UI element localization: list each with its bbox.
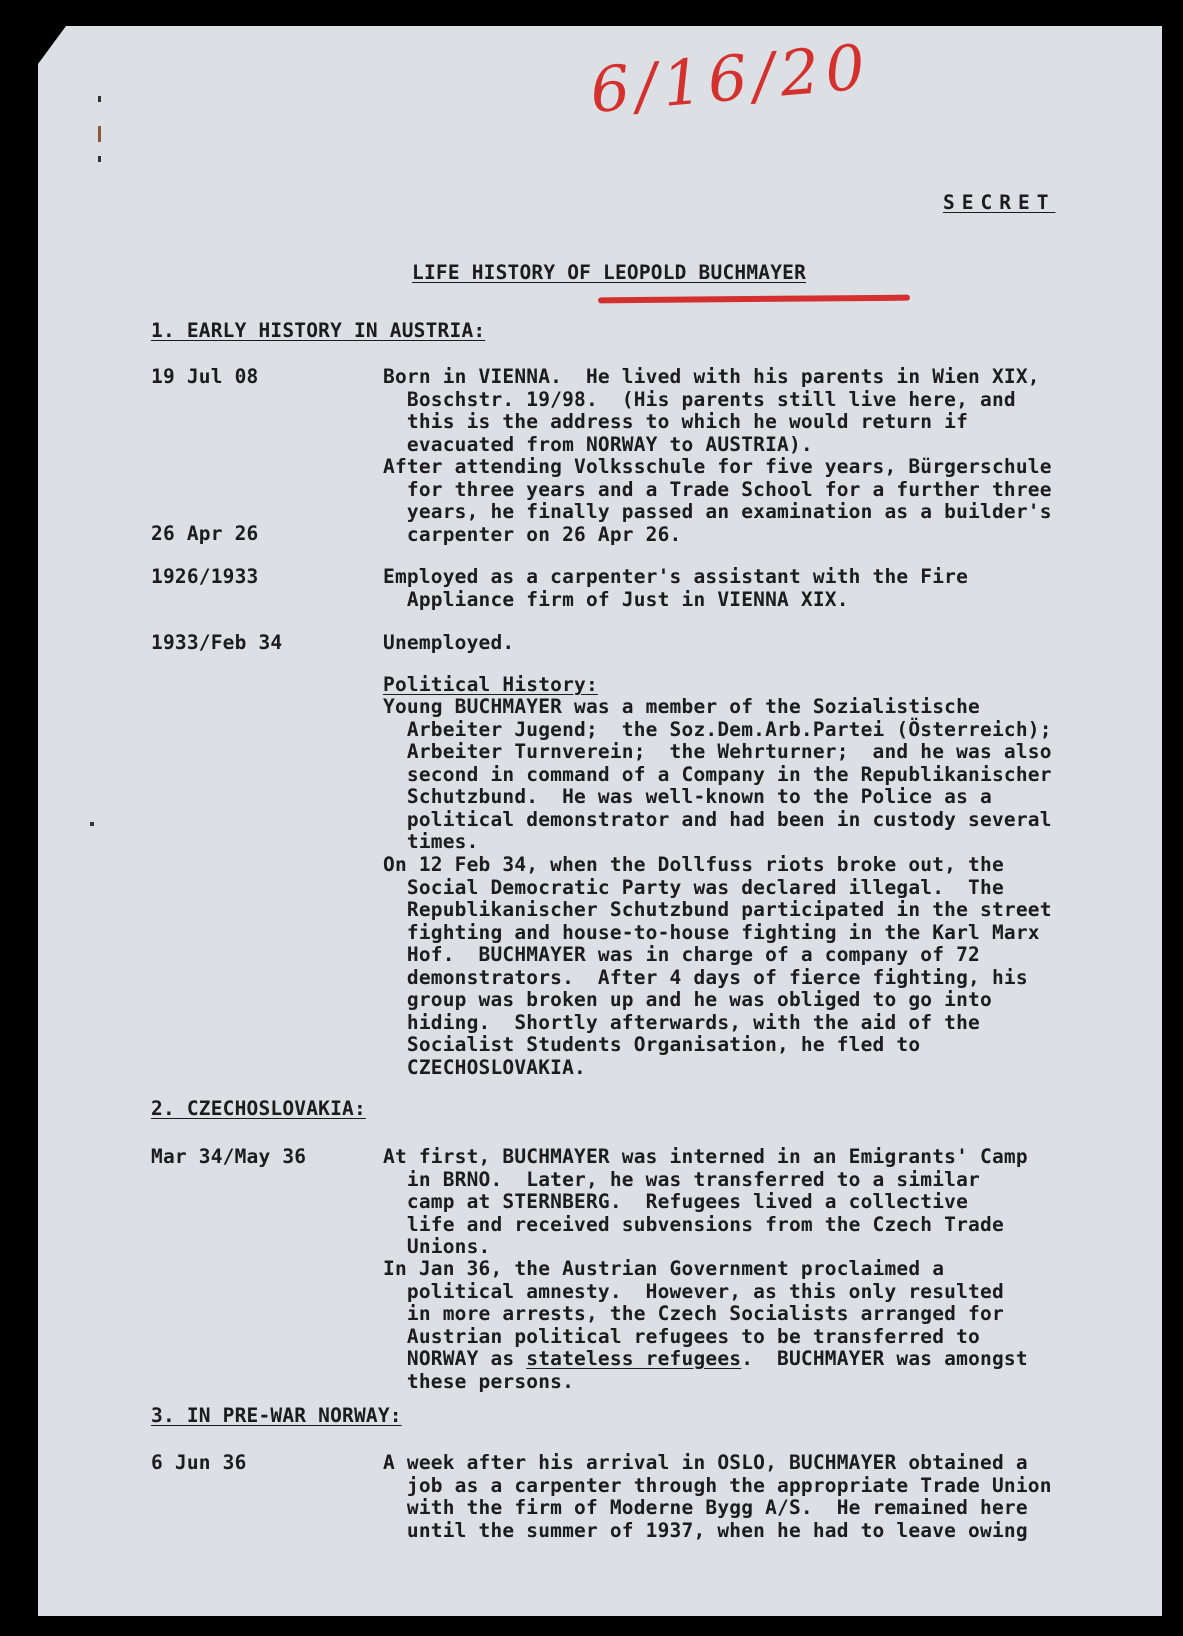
document-title: LIFE HISTORY OF LEOPOLD BUCHMAYER	[412, 261, 807, 284]
entry-text: Young BUCHMAYER was a member of the Sozialistische Arbeiter Jugend; the Soz.Dem.Arb.Partei (Österreich); Arbeiter Turnverein; the Wehrturner; and he was also second in command of a Company in the Republikanischer Schutzbund. He was well-known to the Police as a political demonstrator and had been in custody several times.	[383, 695, 1052, 853]
entry-text: On 12 Feb 34, when the Dollfuss riots broke out, the Social Democratic Party was declared illegal. The Republikanischer Schutzbund participated in the street fighting and house-to-house fighting in the Karl Marx Hof. BUCHMAYER was in charge of a company of 72 demonstrators. After 4 days of fierce fighting, his group was broken up and he was obliged to go into hiding. Shortly afterwards, with the aid of the Socialist Students Organisation, he fled to CZECHOSLOVAKIA.	[383, 853, 1052, 1079]
section-heading-3: 3. IN PRE-WAR NORWAY:	[151, 1404, 402, 1427]
entry-text: After attending Volksschule for five years, Bürgerschule for three years and a Trade School for a further three years, he finally passed an examination as a builder's carpenter on 26 Apr 26.	[383, 455, 1052, 546]
entry-date: Mar 34/May 36	[151, 1145, 307, 1168]
margin-mark	[98, 156, 101, 162]
classification-label: SECRET	[943, 191, 1056, 214]
entry-text: At first, BUCHMAYER was interned in an Emigrants' Camp in BRNO. Later, he was transferred to a similar camp at STERNBERG. Refugees lived a collective life and received subvensions from the Czech Trade Unions.	[383, 1145, 1028, 1258]
section-heading-1: 1. EARLY HISTORY IN AUSTRIA:	[151, 319, 486, 342]
entry-text: A week after his arrival in OSLO, BUCHMAYER obtained a job as a carpenter through the appropriate Trade Union with the firm of Moderne Bygg A/S. He remained here until the summer of 1937, when he had to leave owing	[383, 1451, 1052, 1542]
entry-date: 6 Jun 36	[151, 1451, 247, 1474]
entry-date: 26 Apr 26	[151, 522, 259, 545]
entry-date: 1933/Feb 34	[151, 631, 283, 654]
entry-text: Unemployed.	[383, 631, 515, 654]
entry-text	[383, 1258, 1028, 1393]
entry-date: 19 Jul 08	[151, 365, 259, 388]
margin-mark	[98, 96, 101, 102]
section-heading-2: 2. CZECHOSLOVAKIA:	[151, 1097, 366, 1120]
entry-date: 1926/1933	[151, 565, 259, 588]
entry-text: Born in VIENNA. He lived with his parents in Wien XIX, Boschstr. 19/98. (His parents still live here, and this is the address to which he would return if evacuated from NORWAY to AUSTRIA).	[383, 365, 1040, 456]
handwritten-date: 6/16/20	[587, 29, 874, 128]
underlined-phrase: stateless refugees	[526, 1347, 742, 1370]
margin-mark	[90, 822, 94, 826]
entry-text-part: . BUCHMAYER was amongst these persons.	[406, 1347, 1028, 1393]
entry-text-part: In Jan 36, the Austrian Government proclaimed a political amnesty. However, as this only resulted in more arrests, the Czech Socialists arranged for Austrian political refugees to be transferred to NORWAY as	[383, 1257, 1004, 1370]
margin-mark	[98, 126, 101, 142]
subsection-heading: Political History:	[383, 673, 598, 696]
entry-text: Employed as a carpenter's assistant with the Fire Appliance firm of Just in VIENNA XIX.	[383, 565, 969, 611]
